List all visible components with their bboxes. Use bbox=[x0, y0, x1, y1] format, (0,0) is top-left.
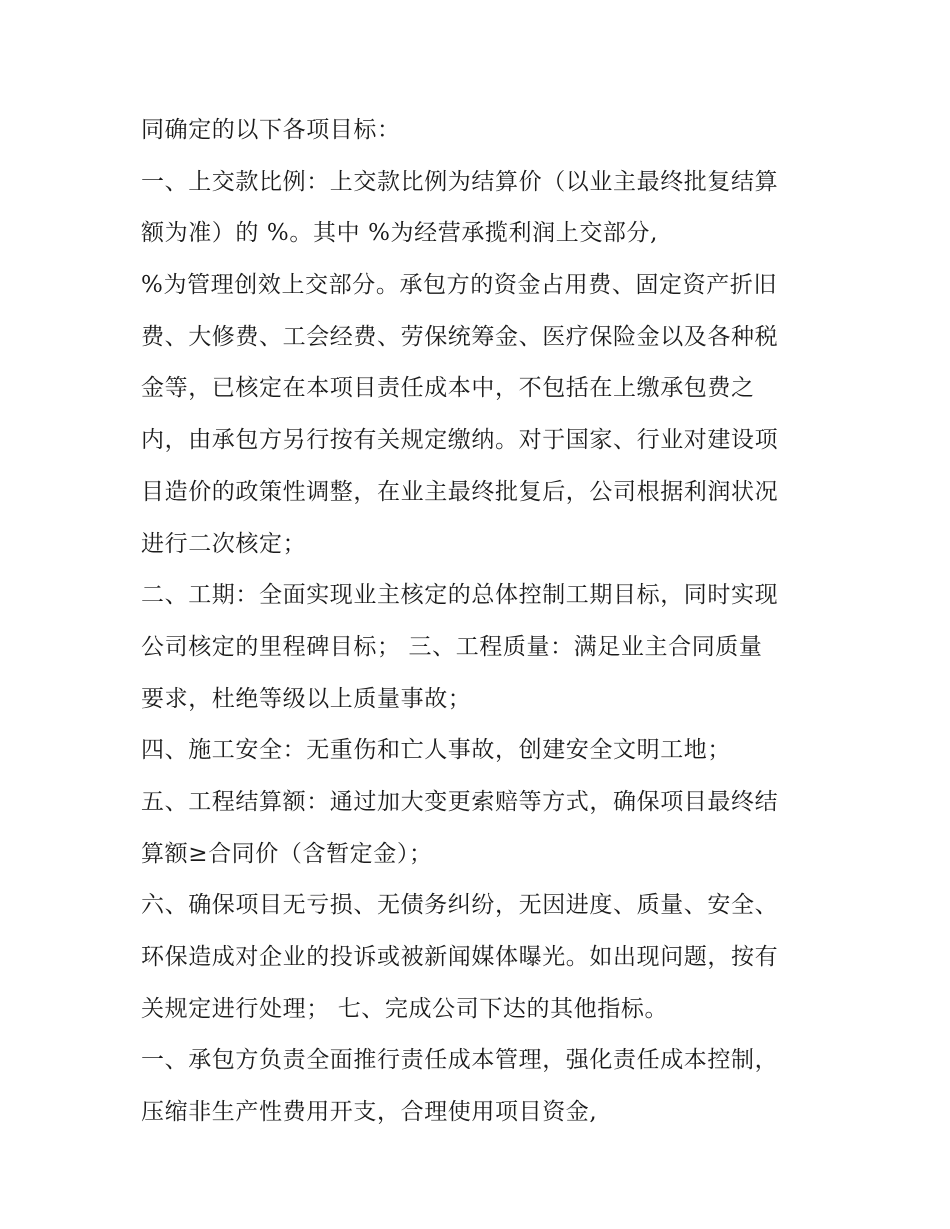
text-line: 压缩非生产性费用开支，合理使用项目资金, bbox=[141, 1099, 598, 1126]
text-line: 五、工程结算额：通过加大变更索赔等方式，确保项目最终结 bbox=[141, 788, 779, 815]
text-line: 额为准）的 %。其中 %为经营承揽利润上交部分, bbox=[141, 220, 659, 247]
text-line: 费、大修费、工会经费、劳保统筹金、医疗保险金以及各种税 bbox=[141, 323, 779, 350]
text-line: 要求，杜绝等级以上质量事故； bbox=[141, 685, 472, 712]
text-line: 金等，已核定在本项目责任成本中，不包括在上缴承包费之 bbox=[141, 375, 755, 402]
text-line: 公司核定的里程碑目标； 三、工程质量：满足业主合同质量 bbox=[141, 633, 763, 660]
text-line: %为管理创效上交部分。承包方的资金占用费、固定资产折旧 bbox=[141, 272, 778, 299]
document-body bbox=[141, 110, 821, 1144]
text-line: 关规定进行处理； 七、完成公司下达的其他指标。 bbox=[141, 995, 669, 1022]
text-line: 内，由承包方另行按有关规定缴纳。对于国家、行业对建设项 bbox=[141, 427, 779, 454]
text-line: 二、工期：全面实现业主核定的总体控制工期目标，同时实现 bbox=[141, 582, 779, 609]
text-line: 四、施工安全：无重伤和亡人事故，创建安全文明工地； bbox=[141, 737, 731, 764]
text-line: 一、上交款比例：上交款比例为结算价（以业主最终批复结算 bbox=[141, 168, 779, 195]
text-line: 一、承包方负责全面推行责任成本管理，强化责任成本控制， bbox=[141, 1047, 779, 1074]
text-line: 目造价的政策性调整，在业主最终批复后，公司根据利润状况 bbox=[141, 478, 779, 505]
text-line: 六、确保项目无亏损、无债务纠纷，无因进度、质量、安全、 bbox=[141, 892, 779, 919]
text-line: 环保造成对企业的投诉或被新闻媒体曝光。如出现问题，按有 bbox=[141, 944, 779, 970]
text-line: 进行二次核定； bbox=[141, 530, 307, 557]
text-line: 算额≥合同价（含暂定金）； bbox=[141, 840, 433, 867]
text-line: 同确定的以下各项目标： bbox=[141, 117, 401, 143]
